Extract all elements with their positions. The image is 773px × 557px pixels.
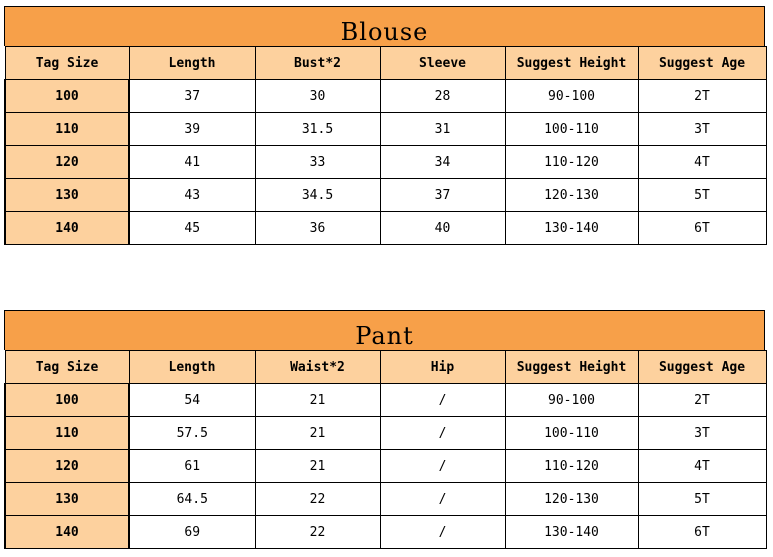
blouse-table-title: Blouse: [4, 6, 765, 46]
suggest-age-cell: 6T: [638, 212, 766, 245]
suggest-height-cell: 120-130: [505, 179, 638, 212]
column-header-hip: Hip: [380, 351, 505, 384]
sleeve-cell: 40: [380, 212, 505, 245]
table-row: [5, 146, 766, 179]
tag-size-cell: 110: [5, 113, 129, 146]
bust-cell: 33: [255, 146, 380, 179]
bust-cell: 34.5: [255, 179, 380, 212]
waist-cell: 22: [255, 516, 380, 549]
hip-cell: /: [380, 483, 505, 516]
blouse-header-row: [5, 47, 766, 80]
table-row: [5, 80, 766, 113]
blouse-size-table: [4, 6, 765, 245]
blouse-table-grid: [4, 46, 767, 245]
suggest-height-cell: 110-120: [505, 146, 638, 179]
bust-cell: 31.5: [255, 113, 380, 146]
length-cell: 64.5: [129, 483, 255, 516]
waist-cell: 21: [255, 384, 380, 417]
tag-size-cell: 110: [5, 417, 129, 450]
column-header-suggest-age: Suggest Age: [638, 47, 766, 80]
tag-size-cell: 120: [5, 450, 129, 483]
suggest-height-cell: 90-100: [505, 80, 638, 113]
waist-cell: 21: [255, 417, 380, 450]
tag-size-cell: 120: [5, 146, 129, 179]
length-cell: 37: [129, 80, 255, 113]
column-header-length: Length: [129, 47, 255, 80]
pant-table-grid: [4, 350, 767, 549]
length-cell: 54: [129, 384, 255, 417]
tag-size-cell: 140: [5, 212, 129, 245]
tag-size-cell: 100: [5, 384, 129, 417]
tag-size-cell: 130: [5, 179, 129, 212]
column-header-suggest-height: Suggest Height: [505, 47, 638, 80]
table-row: [5, 516, 766, 549]
bust-cell: 36: [255, 212, 380, 245]
hip-cell: /: [380, 516, 505, 549]
suggest-height-cell: 100-110: [505, 417, 638, 450]
column-header-sleeve: Sleeve: [380, 47, 505, 80]
suggest-age-cell: 2T: [638, 80, 766, 113]
length-cell: 39: [129, 113, 255, 146]
sleeve-cell: 31: [380, 113, 505, 146]
column-header-bust: Bust*2: [255, 47, 380, 80]
suggest-height-cell: 110-120: [505, 450, 638, 483]
suggest-age-cell: 5T: [638, 483, 766, 516]
length-cell: 41: [129, 146, 255, 179]
table-row: [5, 113, 766, 146]
column-header-tag-size: Tag Size: [5, 47, 129, 80]
hip-cell: /: [380, 417, 505, 450]
table-row: [5, 384, 766, 417]
suggest-height-cell: 130-140: [505, 516, 638, 549]
column-header-waist: Waist*2: [255, 351, 380, 384]
length-cell: 69: [129, 516, 255, 549]
length-cell: 43: [129, 179, 255, 212]
column-header-suggest-age: Suggest Age: [638, 351, 766, 384]
column-header-tag-size: Tag Size: [5, 351, 129, 384]
pant-table-title: Pant: [4, 310, 765, 350]
tag-size-cell: 100: [5, 80, 129, 113]
suggest-age-cell: 2T: [638, 384, 766, 417]
tag-size-cell: 130: [5, 483, 129, 516]
sleeve-cell: 28: [380, 80, 505, 113]
suggest-height-cell: 90-100: [505, 384, 638, 417]
pant-header-row: [5, 351, 766, 384]
sleeve-cell: 34: [380, 146, 505, 179]
table-row: [5, 417, 766, 450]
suggest-age-cell: 6T: [638, 516, 766, 549]
bust-cell: 30: [255, 80, 380, 113]
tag-size-cell: 140: [5, 516, 129, 549]
suggest-age-cell: 4T: [638, 450, 766, 483]
column-header-suggest-height: Suggest Height: [505, 351, 638, 384]
suggest-age-cell: 3T: [638, 113, 766, 146]
length-cell: 57.5: [129, 417, 255, 450]
hip-cell: /: [380, 384, 505, 417]
length-cell: 45: [129, 212, 255, 245]
sleeve-cell: 37: [380, 179, 505, 212]
pant-size-table: [4, 310, 765, 549]
waist-cell: 22: [255, 483, 380, 516]
suggest-height-cell: 130-140: [505, 212, 638, 245]
table-row: [5, 212, 766, 245]
suggest-age-cell: 4T: [638, 146, 766, 179]
column-header-length: Length: [129, 351, 255, 384]
table-row: [5, 179, 766, 212]
table-row: [5, 483, 766, 516]
suggest-age-cell: 3T: [638, 417, 766, 450]
suggest-height-cell: 100-110: [505, 113, 638, 146]
suggest-age-cell: 5T: [638, 179, 766, 212]
hip-cell: /: [380, 450, 505, 483]
table-row: [5, 450, 766, 483]
waist-cell: 21: [255, 450, 380, 483]
suggest-height-cell: 120-130: [505, 483, 638, 516]
length-cell: 61: [129, 450, 255, 483]
